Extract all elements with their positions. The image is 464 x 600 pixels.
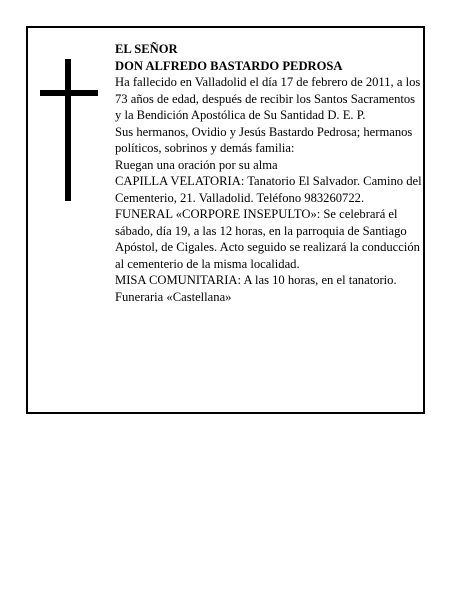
funeral-info: FUNERAL «CORPORE INSEPULTO»: Se celebrará el sábado, día 19, a las 12 horas, en la parroquia de Santiago Apóstol, de Cigales. Acto seguido se realizará la conducción al cementerio de la misma localidad. xyxy=(115,207,420,271)
wake-chapel-info: CAPILLA VELATORIA: Tanatorio El Salvador. Camino del Cementerio, 21. Valladolid. Teléfono 983260722. xyxy=(115,174,422,205)
funeral-home: Funeraria «Castellana» xyxy=(115,289,232,304)
cross-horizontal-bar xyxy=(40,90,98,96)
latin-cross-icon xyxy=(40,59,98,201)
family-mourners: Sus hermanos, Ovidio y Jesús Bastardo Pedrosa; hermanos políticos, sobrinos y demás familia: xyxy=(115,124,413,155)
cross-vertical-bar xyxy=(65,59,71,201)
prayer-request: Ruegan una oración por su alma xyxy=(115,157,278,172)
community-mass-info: MISA COMUNITARIA: A las 10 horas, en el tanatorio. xyxy=(115,273,397,287)
notice-heading-title: EL SEÑOR xyxy=(115,42,178,56)
obituary-notice xyxy=(26,26,425,414)
death-announcement: Ha fallecido en Valladolid el día 17 de febrero de 2011, a los 73 años de edad, después de recibir los Santos Sacramentos y la Bendición Apostólica de Su Santidad D. E. P. xyxy=(115,75,421,122)
deceased-name: DON ALFREDO BASTARDO PEDROSA xyxy=(115,58,343,73)
notice-text xyxy=(115,41,422,305)
